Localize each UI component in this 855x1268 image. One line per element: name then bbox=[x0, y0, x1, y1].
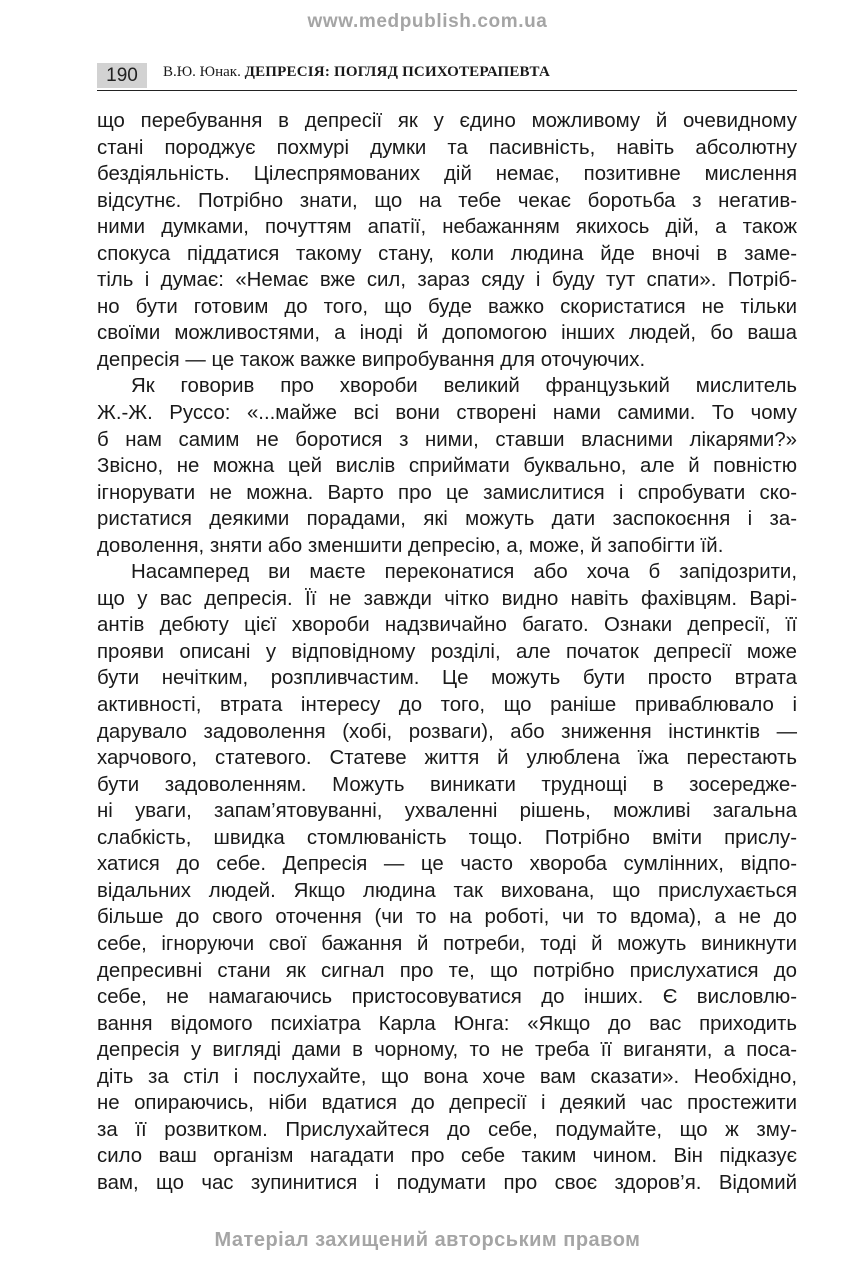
text-line: слабкість, швидка стомлюваність тощо. Потрібно вміти прислу- bbox=[97, 826, 797, 849]
text-line: ними думками, почуттям апатії, небажанням якихось дій, а також bbox=[97, 216, 797, 239]
text-line: депресія — це також важке випробування для оточуючих. bbox=[97, 348, 646, 371]
text-line: бездіяльність. Цілеспрямованих дій немає, позитивне мислення bbox=[97, 163, 797, 186]
text-line: за її розвитком. Прислухайтеся до себе, подумайте, що ж зму- bbox=[97, 1118, 797, 1141]
body-text bbox=[97, 108, 797, 1196]
text-line: б нам самим не боротися з ними, ставши власними лікарями?» bbox=[97, 428, 797, 451]
paragraph bbox=[97, 108, 797, 373]
running-head-author: В.Ю. Юнак. bbox=[163, 64, 241, 80]
text-line: своїми можливостями, а іноді й допомогою інших людей, бо ваша bbox=[97, 322, 797, 345]
text-line: активності, втрата інтересу до того, що раніше приваблювало і bbox=[97, 694, 797, 717]
text-line: Ж.-Ж. Руссо: «...майже всі вони створені нами самими. То чому bbox=[97, 402, 797, 425]
text-line: відальних людей. Якщо людина так вихована, що прислухається bbox=[97, 879, 797, 902]
text-line: но бути готовим до того, що буде важко скористатися не тільки bbox=[97, 295, 797, 318]
text-line: антів дебюту цієї хвороби надзвичайно багато. Ознаки депресії, її bbox=[97, 614, 797, 637]
running-head bbox=[163, 64, 550, 81]
paragraph bbox=[97, 373, 797, 559]
text-line: хатися до себе. Депресія — це часто хвороба сумлінних, відпо- bbox=[97, 853, 797, 876]
text-line: ігнорувати не можна. Варто про це замислитися і спробувати ско- bbox=[97, 481, 797, 504]
text-line: тіль і думає: «Немає вже сил, зараз сяду і буду тут спати». Потріб- bbox=[97, 269, 797, 292]
watermark-bottom: Матеріал захищений авторським правом bbox=[214, 1229, 641, 1251]
text-line: депресивні стани як сигнал про те, що потрібно прислухатися до bbox=[97, 959, 797, 982]
text-line: не опираючись, ніби вдатися до депресії і деякий час простежити bbox=[97, 1092, 797, 1115]
text-line: харчового, статевого. Статеве життя й улюблена їжа перестають bbox=[97, 747, 797, 770]
text-line: вам, що час зупинитися і подумати про своє здоров’я. Відомий bbox=[97, 1171, 797, 1194]
watermark-top: www.medpublish.com.ua bbox=[307, 11, 548, 32]
running-header bbox=[97, 60, 797, 91]
text-line: спокуса піддатися такому стану, коли людина йде вночі в заме- bbox=[97, 242, 797, 265]
text-line: бути задоволенням. Можуть виникати труднощі в зосередже- bbox=[97, 773, 797, 796]
text-line: депресія у вигляді дами в чорному, то не треба її виганяти, а поса- bbox=[97, 1039, 797, 1062]
page-number: 190 bbox=[97, 63, 147, 88]
text-line: відсутнє. Потрібно знати, що на тебе чекає боротьба з негатив- bbox=[97, 189, 797, 212]
text-line: вання відомого психіатра Карла Юнга: «Якщо до вас приходить bbox=[97, 1012, 797, 1035]
text-line: ристатися деякими порадами, які можуть дати заспокоєння і за- bbox=[97, 508, 797, 531]
text-line: Як говорив про хвороби великий французький мислитель bbox=[131, 375, 797, 398]
text-line: більше до свого оточення (чи то на роботі, чи то вдома), а не до bbox=[97, 906, 797, 929]
text-line: доволення, зняти або зменшити депресію, а, може, й запобігти їй. bbox=[97, 534, 724, 557]
text-line: себе, ігноруючи свої бажання й потреби, тоді й можуть виникнути bbox=[97, 932, 797, 955]
text-line: що перебування в депресії як у єдино можливому й очевидному bbox=[97, 110, 797, 132]
text-line: ні уваги, запам’ятовуванні, ухваленні рішень, можливі загальна bbox=[97, 800, 797, 823]
text-line: Звісно, не можна цей вислів сприймати буквально, але й повністю bbox=[97, 455, 797, 478]
text-line: сило ваш організм нагадати про себе таким чином. Він підказує bbox=[97, 1145, 797, 1168]
text-line: стані породжує похмурі думки та пасивність, навіть абсолютну bbox=[97, 136, 797, 159]
text-line: діть за стіл і послухайте, що вона хоче вам сказати». Необхідно, bbox=[97, 1065, 797, 1088]
text-line: дарувало задоволення (хобі, розваги), або зниження інстинктів — bbox=[97, 720, 797, 743]
running-head-title: ДЕПРЕСІЯ: ПОГЛЯД ПСИХОТЕРАПЕВТА bbox=[244, 64, 551, 80]
paragraph bbox=[97, 559, 797, 1196]
text-line: бути нечітким, розпливчастим. Це можуть бути просто втрата bbox=[97, 667, 797, 690]
text-line: прояви описані у відповідному розділі, але початок депресії може bbox=[97, 640, 797, 663]
text-line: Насамперед ви маєте переконатися або хоча б запідозрити, bbox=[131, 561, 797, 584]
text-line: що у вас депресія. Її не завжди чітко видно навіть фахівцям. Варі- bbox=[97, 587, 797, 610]
text-line: себе, не намагаючись пристосовуватися до інших. Є висловлю- bbox=[97, 986, 797, 1009]
